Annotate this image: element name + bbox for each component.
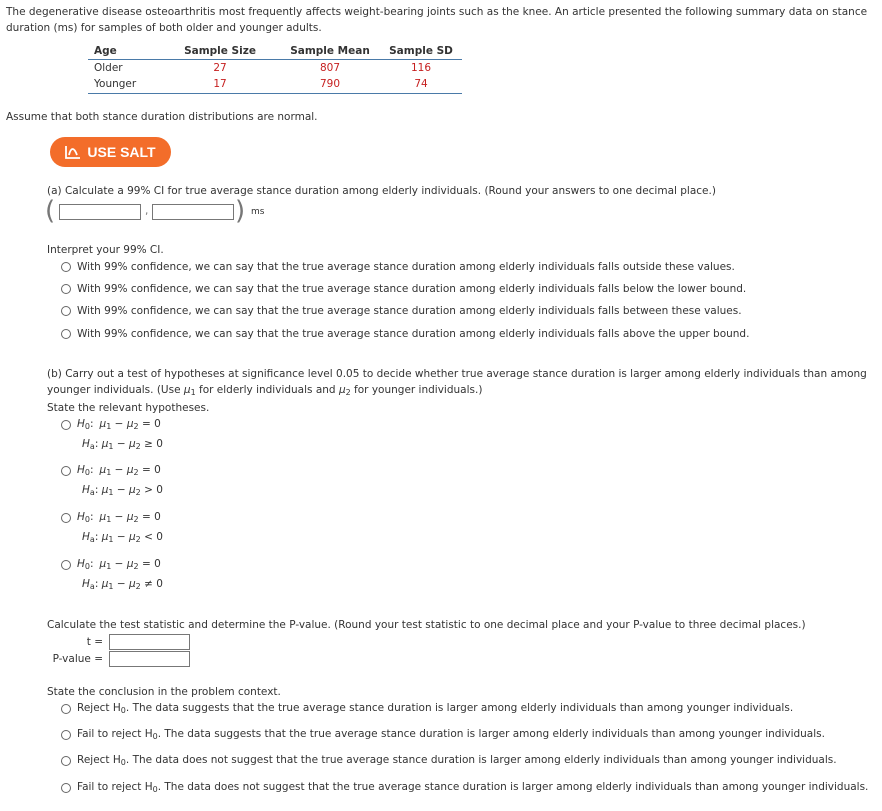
interpret-label: Interpret your 99% CI. (47, 244, 164, 256)
ci-option-between[interactable] (61, 305, 742, 317)
conclusion-option[interactable] (61, 728, 825, 741)
radio-button[interactable] (61, 756, 71, 766)
h-label: $H_a$: (82, 438, 99, 451)
close-paren: ) (235, 196, 246, 226)
h-label: $H_0$: (77, 511, 94, 524)
ci-unit: ms (251, 207, 265, 217)
cell-age: Older (94, 62, 123, 74)
col-sample-sd: Sample SD (380, 44, 462, 60)
ci-option-below[interactable] (61, 283, 746, 295)
radio-button[interactable] (61, 262, 71, 272)
table-header-row (88, 44, 462, 60)
hypothesis-expression: $\mu_1 - \mu_2 = 0$ (99, 464, 161, 477)
salt-chart-icon (65, 145, 81, 159)
table-row (88, 60, 462, 77)
conclusion-option[interactable] (61, 754, 837, 767)
hypothesis-expression: $\mu_1 - \mu_2 = 0$ (99, 511, 161, 524)
cell-sd: 116 (410, 62, 432, 74)
radio-button[interactable] (61, 513, 71, 523)
radio-button[interactable] (61, 420, 71, 430)
hypothesis-expression: $\mu_1 - \mu_2 \ne 0$ (101, 578, 163, 591)
open-paren: ( (45, 196, 56, 226)
h-label: $H_0$: (77, 464, 94, 477)
conclusion-option[interactable] (61, 781, 868, 794)
option-text: Reject $H_0$. The data does not suggest that the true average stance duration is larger among elderly individuals than among younger individuals. (77, 754, 837, 767)
part-b-prompt-line2 (47, 382, 867, 401)
hypothesis-expression: $\mu_1 - \mu_2 = 0$ (99, 418, 161, 431)
radio-button[interactable] (61, 284, 71, 294)
radio-button[interactable] (61, 306, 71, 316)
cell-sd: 74 (380, 76, 462, 94)
cell-mean: 790 (280, 76, 380, 94)
prompt-text: younger individuals. (Use (47, 384, 184, 396)
hypothesis-option[interactable] (61, 558, 163, 591)
calc-prompt: Calculate the test statistic and determine the P-value. (Round your test statistic to one decimal place and your P-value to three decimal places.) (47, 619, 806, 631)
option-text: With 99% confidence, we can say that the true average stance duration among elderly individuals falls between these values. (77, 305, 742, 317)
h-label: $H_a$: (82, 484, 99, 497)
option-text: With 99% confidence, we can say that the true average stance duration among elderly individuals falls below the lower bound. (77, 283, 747, 295)
state-hypotheses-label: State the relevant hypotheses. (47, 402, 210, 414)
use-salt-label: USE SALT (87, 144, 156, 160)
hypothesis-expression: $\mu_1 - \mu_2 > 0$ (101, 484, 163, 497)
option-text: With 99% confidence, we can say that the true average stance duration among elderly individuals falls above the upper bound. (77, 328, 750, 340)
ci-lower-input[interactable] (59, 204, 141, 220)
cell-age: Younger (88, 76, 160, 94)
use-salt-button[interactable] (50, 137, 171, 167)
h-label: $H_a$: (82, 578, 99, 591)
radio-button[interactable] (61, 783, 71, 793)
alt-hypothesis-line (82, 438, 163, 451)
h-label: $H_0$: (77, 558, 94, 571)
mu-subscript: 1 (190, 388, 196, 397)
alt-hypothesis-line (82, 578, 163, 591)
radio-button[interactable] (61, 329, 71, 339)
option-text: Fail to reject $H_0$. The data suggests that the true average stance duration is larger among elderly individuals than among younger individuals. (77, 728, 825, 741)
hypothesis-expression: $\mu_1 - \mu_2 < 0$ (101, 531, 163, 544)
radio-button[interactable] (61, 704, 71, 714)
part-b-prompt (47, 366, 867, 401)
option-text: Reject $H_0$. The data suggests that the true average stance duration is larger among elderly individuals than among younger individuals. (77, 702, 794, 715)
hypothesis-option[interactable] (61, 464, 163, 497)
hypothesis-expression: $\mu_1 - \mu_2 \ge 0$ (101, 438, 163, 451)
ci-upper-input[interactable] (152, 204, 234, 220)
col-age: Age (88, 44, 160, 60)
cell-mean: 807 (319, 62, 341, 74)
part-a-prompt: (a) Calculate a 99% CI for true average stance duration among elderly individuals. (Round your answers to one decimal place.) (47, 185, 716, 197)
table-row (88, 76, 462, 94)
col-sample-mean: Sample Mean (280, 44, 380, 60)
alt-hypothesis-line (82, 484, 163, 497)
alt-hypothesis-line (82, 531, 163, 544)
t-statistic-input[interactable] (109, 634, 190, 650)
prompt-text: for elderly individuals and (195, 384, 339, 396)
conclusion-label: State the conclusion in the problem context. (47, 686, 281, 698)
p-value-input[interactable] (109, 651, 190, 667)
ci-option-outside[interactable] (61, 261, 735, 273)
cell-size: 17 (160, 76, 280, 94)
radio-button[interactable] (61, 560, 71, 570)
radio-button[interactable] (61, 730, 71, 740)
hypothesis-option[interactable] (61, 418, 163, 451)
option-text: With 99% confidence, we can say that the true average stance duration among elderly individuals falls outside these values. (77, 261, 735, 273)
t-label: t = (86, 636, 103, 648)
cell-size: 27 (213, 62, 227, 74)
part-b-prompt-line1: (b) Carry out a test of hypotheses at significance level 0.05 to decide whether true average stance duration is larger among elderly individuals than among (47, 368, 867, 380)
ci-option-above[interactable] (61, 328, 749, 340)
radio-button[interactable] (61, 466, 71, 476)
summary-table (88, 44, 462, 94)
hypothesis-expression: $\mu_1 - \mu_2 = 0$ (99, 558, 161, 571)
normality-assumption: Assume that both stance duration distributions are normal. (6, 111, 318, 123)
problem-intro: The degenerative disease osteoarthritis most frequently affects weight-bearing joints such as the knee. An article presented the following summary data on stance duration (ms) for samples of both older and younger adults. (6, 6, 868, 34)
h-label: $H_0$: (77, 418, 94, 431)
conclusion-option[interactable] (61, 702, 793, 715)
ci-comma: , (145, 205, 149, 217)
option-text: Fail to reject $H_0$. The data does not suggest that the true average stance duration is larger among elderly individuals than among younger individuals. (77, 781, 869, 794)
col-sample-size: Sample Size (160, 44, 280, 60)
mu-symbol: μ (338, 384, 346, 396)
p-value-label: P-value = (52, 653, 103, 665)
mu-symbol: μ (183, 384, 191, 396)
hypothesis-option[interactable] (61, 511, 163, 544)
h-label: $H_a$: (82, 531, 99, 544)
mu-subscript: 2 (345, 388, 351, 397)
prompt-text: for younger individuals.) (350, 384, 483, 396)
